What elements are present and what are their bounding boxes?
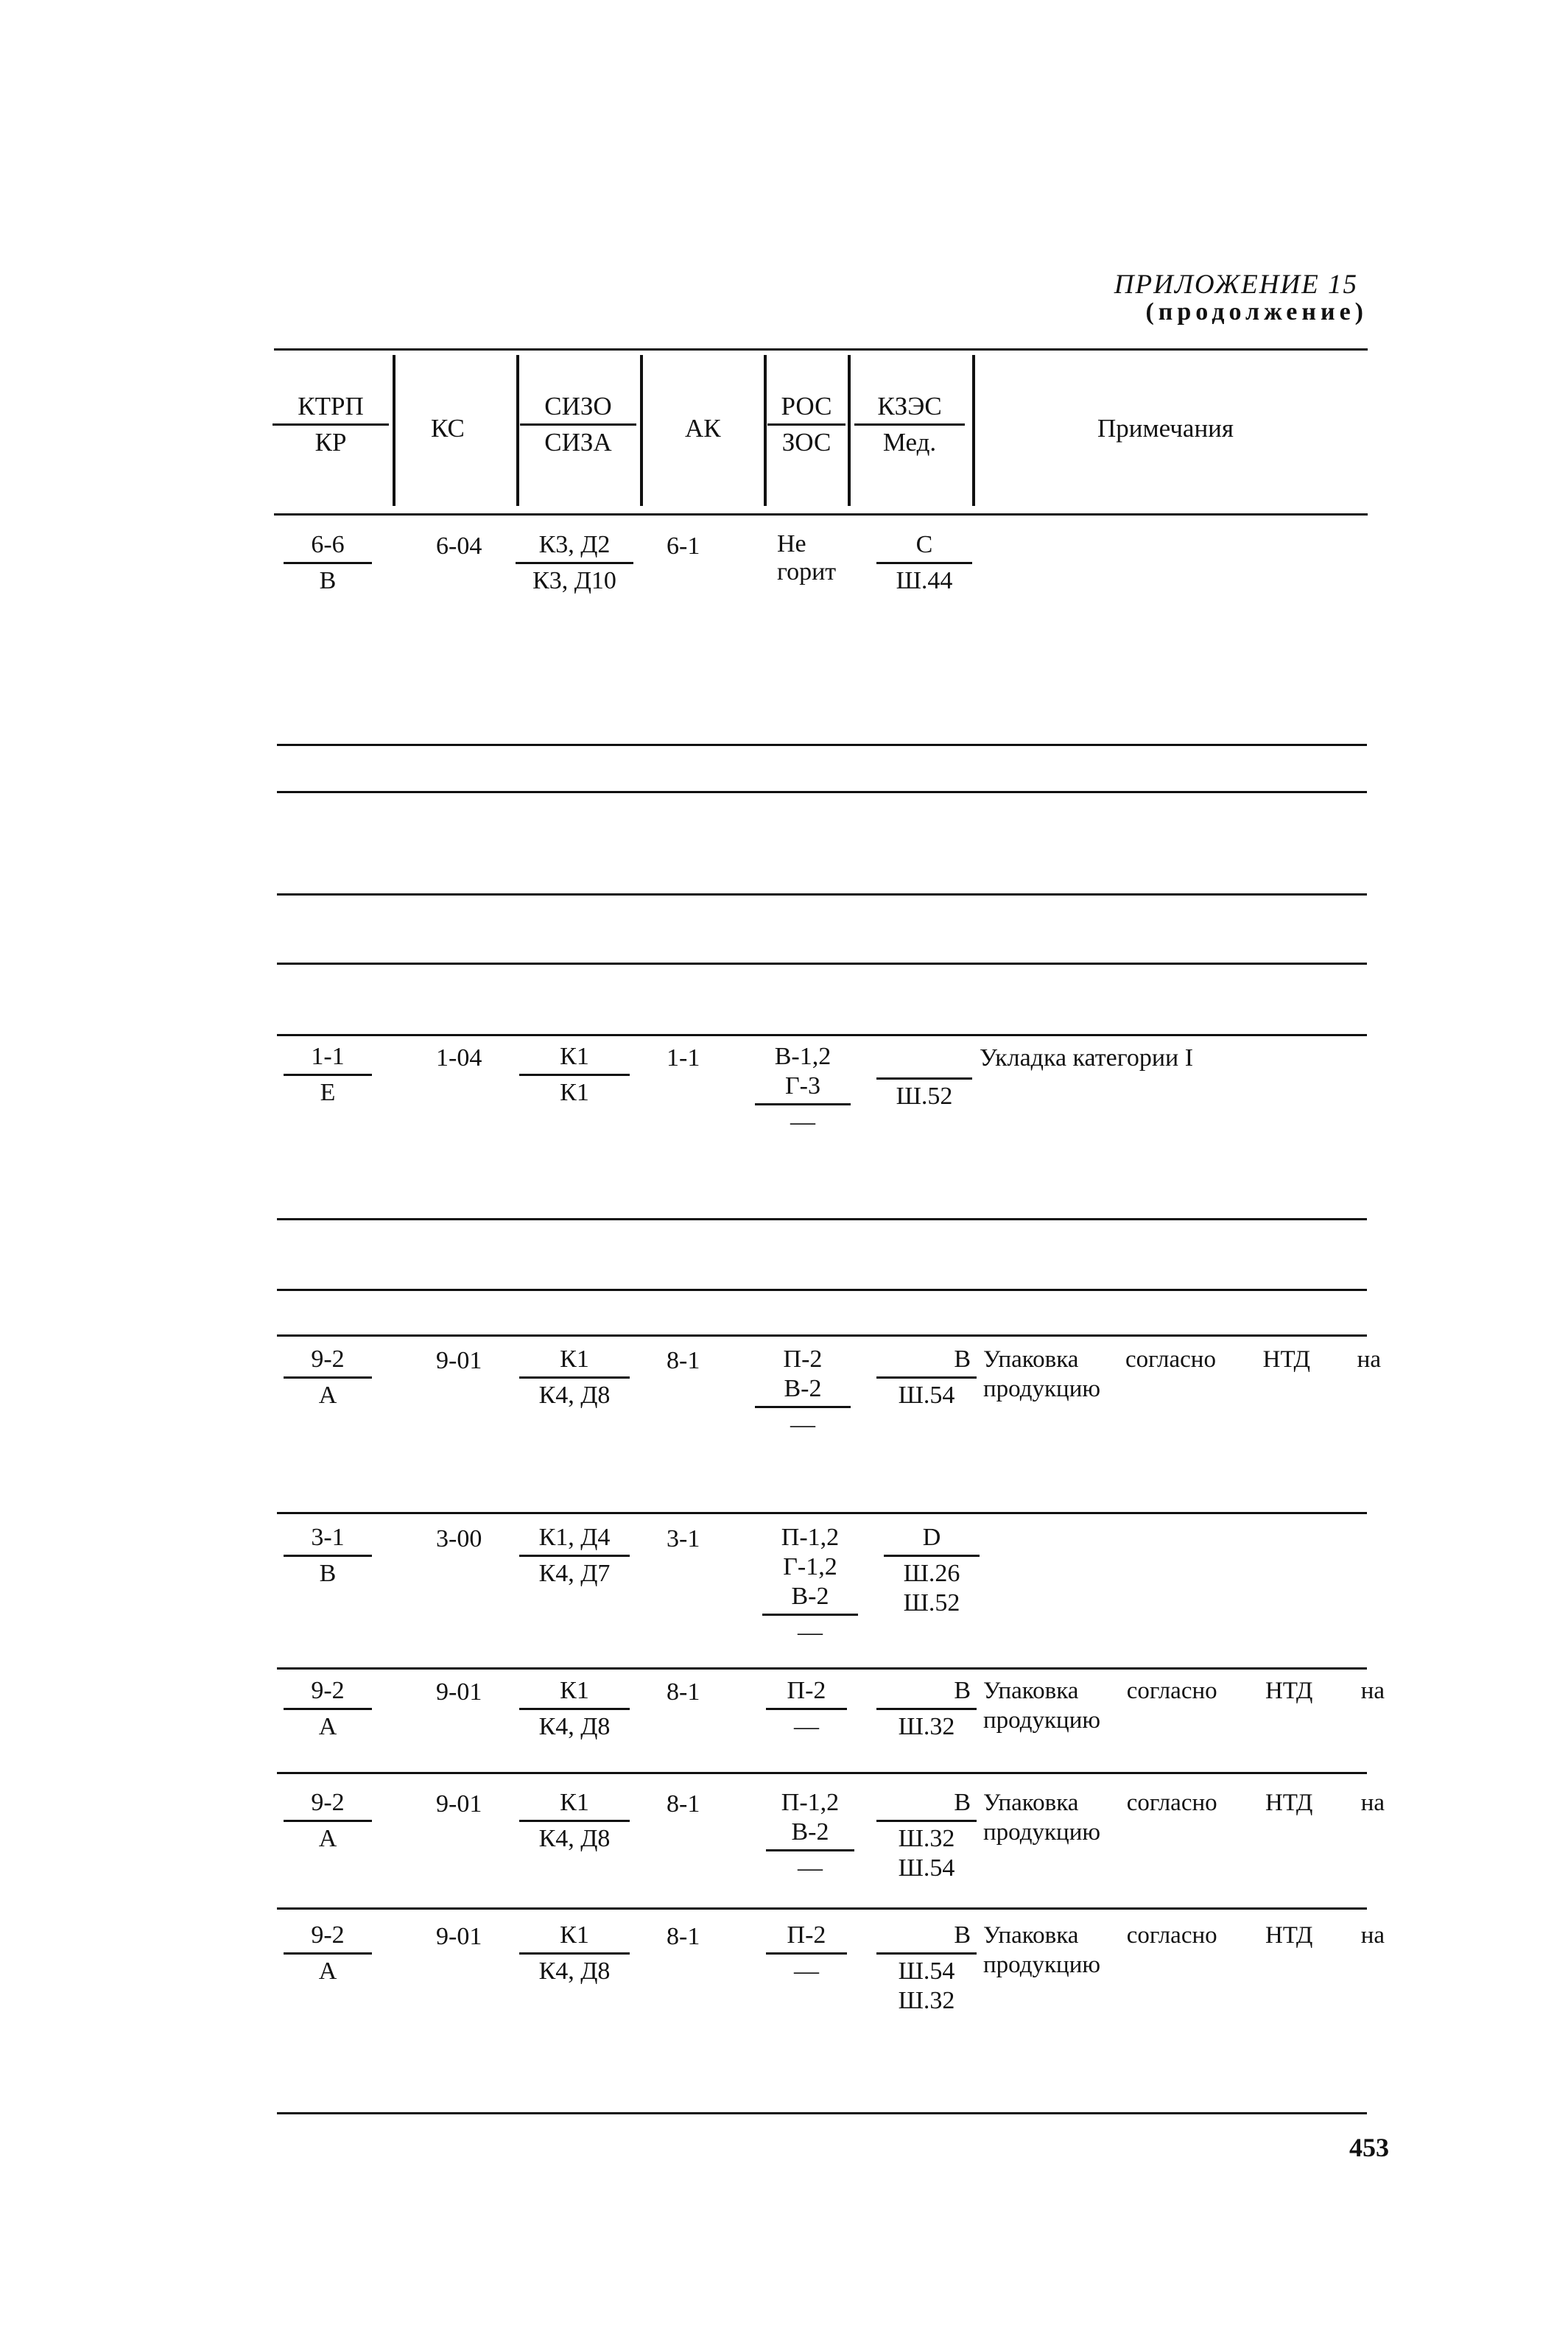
note-text: Укладка категории I	[980, 1044, 1194, 1072]
header-divider	[972, 355, 975, 506]
note-word: Упаковка	[983, 1790, 1079, 1816]
row-sizo	[519, 1042, 630, 1108]
ks-value: 9-01	[436, 1678, 482, 1706]
ros-line: П-2	[766, 1676, 847, 1710]
note-word: Упаковка	[983, 1922, 1079, 1949]
sizo-value: К3, Д2	[516, 530, 633, 564]
ktrp-value: 9-2	[284, 1788, 372, 1822]
ak-value: 8-1	[667, 1678, 700, 1706]
kr-value: А	[318, 1713, 337, 1740]
ktrp-value: 6-6	[284, 530, 372, 564]
ros-value	[777, 530, 836, 586]
row-rule	[277, 1289, 1367, 1291]
note-word: согласно	[1126, 1922, 1217, 1949]
header-kr-label: КР	[314, 428, 347, 457]
med-value-2: Ш.32	[898, 1987, 955, 2014]
header-sizo-label: СИЗО	[520, 392, 636, 426]
ak-value: 1-1	[667, 1044, 700, 1072]
kzes-value: В	[876, 1788, 977, 1822]
row-kzes	[884, 1523, 980, 1618]
note-word: на	[1360, 1922, 1385, 1949]
kr-value: А	[318, 1825, 337, 1852]
kr-value: В	[319, 1560, 337, 1587]
row-kzes	[876, 1046, 972, 1111]
row-rule	[277, 1512, 1367, 1514]
header-bottom-rule	[274, 513, 1368, 516]
ktrp-value: 3-1	[284, 1523, 372, 1557]
ktrp-value: 9-2	[284, 1676, 372, 1710]
header-ktrp	[273, 392, 389, 457]
row-rule	[277, 1772, 1367, 1774]
header-ks: КС	[431, 414, 465, 443]
row-ktrp	[284, 1042, 372, 1108]
row-rule	[277, 791, 1367, 793]
header-ros-label: РОС	[767, 392, 845, 426]
row-sizo	[516, 530, 633, 596]
table-bottom-rule	[277, 2112, 1367, 2114]
ros-line: П-2	[766, 1921, 847, 1955]
header-med-label: Мед.	[882, 428, 937, 457]
ks-value: 9-01	[436, 1790, 482, 1818]
ros-line: В-2	[766, 1818, 854, 1851]
note-line: продукцию	[983, 1376, 1101, 1402]
note-word: Упаковка	[983, 1678, 1079, 1704]
ros-line: Г-1,2	[783, 1553, 837, 1580]
row-sizo	[519, 1676, 630, 1742]
kzes-value: В	[876, 1345, 977, 1379]
row-rule	[277, 1034, 1367, 1036]
row-rule	[277, 893, 1367, 896]
row-ros	[755, 1042, 851, 1137]
med-value: Ш.26	[903, 1560, 960, 1587]
row-kzes	[876, 1921, 977, 2016]
zos-value: —	[790, 1108, 815, 1136]
header-divider	[516, 355, 519, 506]
table-top-rule	[274, 348, 1368, 351]
ros-line: Г-3	[755, 1072, 851, 1105]
ks-value: 1-04	[436, 1044, 482, 1072]
kzes-value: В	[876, 1921, 977, 1955]
row-sizo	[519, 1523, 630, 1589]
ak-value: 8-1	[667, 1923, 700, 1950]
ak-value: 3-1	[667, 1525, 700, 1552]
row-kzes	[876, 1788, 977, 1883]
med-value: Ш.32	[898, 1825, 955, 1852]
header-divider	[640, 355, 643, 506]
ks-value: 3-00	[436, 1525, 482, 1552]
ros-line: В-2	[755, 1374, 851, 1408]
row-kzes	[876, 1345, 977, 1410]
note-word: НТД	[1265, 1922, 1313, 1949]
header-ktrp-label: КТРП	[273, 392, 389, 426]
kr-value: А	[318, 1958, 337, 1985]
ros-line: горит	[777, 558, 837, 585]
ros-line: В-1,2	[774, 1043, 832, 1070]
row-rule	[277, 1907, 1367, 1910]
header-divider	[393, 355, 395, 506]
page-number: 453	[1349, 2133, 1389, 2162]
ks-value: 9-01	[436, 1923, 482, 1950]
appendix-subtitle: (продолжение)	[1145, 298, 1368, 326]
sizo-value: К1	[519, 1921, 630, 1955]
kr-value: В	[319, 567, 337, 594]
ks-value: 6-04	[436, 532, 482, 560]
header-siza-label: СИЗА	[544, 428, 612, 457]
kzes-value: С	[876, 530, 972, 564]
row-rule	[277, 1667, 1367, 1670]
row-rule	[277, 1218, 1367, 1220]
header-ros	[767, 392, 845, 457]
sizo-value: К1	[519, 1788, 630, 1822]
ks-value: 9-01	[436, 1347, 482, 1374]
row-ros	[766, 1676, 847, 1742]
note-word: НТД	[1265, 1790, 1313, 1816]
ros-line: П-2	[783, 1346, 823, 1373]
med-value-2: Ш.54	[898, 1854, 955, 1882]
note-text	[983, 1788, 1385, 1847]
row-ktrp	[284, 1921, 372, 1986]
row-kzes	[876, 530, 972, 596]
note-word: Упаковка	[983, 1346, 1079, 1373]
header-ak: АК	[685, 414, 721, 443]
med-value: Ш.44	[896, 567, 953, 594]
ak-value: 8-1	[667, 1790, 700, 1818]
siza-value: К1	[560, 1079, 589, 1106]
row-ktrp	[284, 1676, 372, 1742]
sizo-value: К1	[519, 1345, 630, 1379]
row-rule	[277, 744, 1367, 746]
note-text	[983, 1921, 1385, 1980]
row-ktrp	[284, 1523, 372, 1589]
zos-value: —	[798, 1854, 823, 1882]
row-ktrp	[284, 1788, 372, 1854]
ros-line: П-1,2	[781, 1524, 840, 1551]
siza-value: К4, Д8	[538, 1382, 611, 1409]
row-rule	[277, 1334, 1367, 1337]
note-word: на	[1360, 1790, 1385, 1816]
note-text	[983, 1345, 1381, 1404]
siza-value: К4, Д8	[538, 1825, 611, 1852]
zos-value: —	[798, 1619, 823, 1646]
note-word: на	[1360, 1678, 1385, 1704]
med-value: Ш.54	[898, 1382, 955, 1409]
ros-line: В-2	[762, 1582, 858, 1616]
ros-line: П-1,2	[781, 1789, 840, 1816]
row-ros	[762, 1523, 858, 1647]
note-word: НТД	[1265, 1678, 1313, 1704]
med-value-2: Ш.52	[903, 1589, 960, 1617]
med-value: Ш.52	[896, 1083, 953, 1110]
header-kzes	[854, 392, 965, 457]
note-text	[983, 1676, 1385, 1735]
sizo-value: К1	[519, 1676, 630, 1710]
note-line: продукцию	[983, 1707, 1101, 1734]
zos-value: —	[794, 1713, 819, 1740]
sizo-value: К1, Д4	[519, 1523, 630, 1557]
ktrp-value: 9-2	[284, 1345, 372, 1379]
note-word: согласно	[1126, 1790, 1217, 1816]
row-ros	[766, 1788, 854, 1883]
header-notes: Примечания	[1097, 414, 1234, 443]
ktrp-value: 9-2	[284, 1921, 372, 1955]
header-divider	[764, 355, 767, 506]
row-ros	[755, 1345, 851, 1440]
row-sizo	[519, 1921, 630, 1986]
ak-value: 6-1	[667, 532, 700, 560]
siza-value: К3, Д10	[532, 567, 616, 594]
row-kzes	[876, 1676, 977, 1742]
note-word: НТД	[1262, 1346, 1311, 1373]
note-word: на	[1357, 1346, 1381, 1373]
row-sizo	[519, 1788, 630, 1854]
kzes-value: D	[884, 1523, 980, 1557]
note-word: согласно	[1126, 1678, 1217, 1704]
row-ktrp	[284, 1345, 372, 1410]
ktrp-value: 1-1	[284, 1042, 372, 1076]
note-word: согласно	[1125, 1346, 1216, 1373]
med-value: Ш.54	[898, 1958, 955, 1985]
header-zos-label: ЗОС	[781, 428, 832, 457]
siza-value: К4, Д7	[538, 1560, 611, 1587]
sizo-value: К1	[519, 1042, 630, 1076]
row-sizo	[519, 1345, 630, 1410]
kr-value: Е	[320, 1079, 336, 1106]
row-ros	[766, 1921, 847, 1986]
header-divider	[848, 355, 851, 506]
appendix-title: ПРИЛОЖЕНИЕ 15	[1114, 270, 1358, 300]
ak-value: 8-1	[667, 1347, 700, 1374]
note-line: продукцию	[983, 1952, 1101, 1978]
med-value: Ш.32	[898, 1713, 955, 1740]
kr-value: А	[318, 1382, 337, 1409]
ros-line: Не	[777, 530, 806, 557]
header-kzes-label: КЗЭС	[854, 392, 965, 426]
zos-value: —	[790, 1411, 815, 1438]
note-line: продукцию	[983, 1819, 1101, 1846]
siza-value: К4, Д8	[538, 1713, 611, 1740]
header-sizo	[520, 392, 636, 457]
zos-value: —	[794, 1958, 819, 1985]
row-rule	[277, 963, 1367, 965]
kzes-value	[876, 1046, 972, 1080]
row-ktrp	[284, 530, 372, 596]
siza-value: К4, Д8	[538, 1958, 611, 1985]
kzes-value: В	[876, 1676, 977, 1710]
